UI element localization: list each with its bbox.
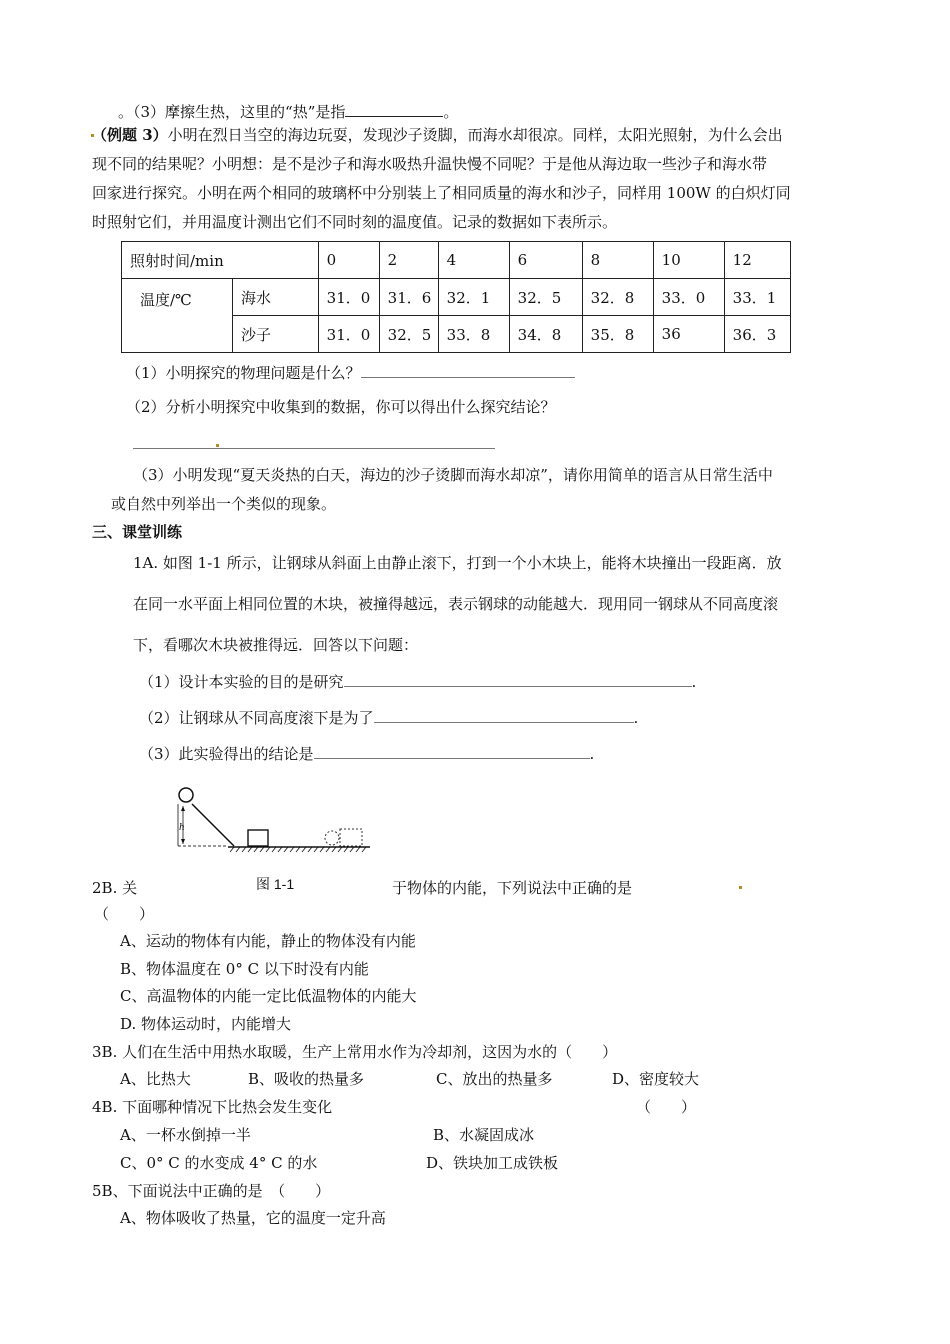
table-cell: 34．8: [509, 316, 582, 353]
table-cell: 36．3: [724, 316, 790, 353]
question-4-stem: 4B. 下面哪种情况下比热会发生变化: [92, 1098, 333, 1116]
question-4-option-d[interactable]: D、铁块加工成铁板: [426, 1154, 559, 1172]
table-cell: 32．8: [582, 279, 653, 316]
table-cell: 33．8: [438, 316, 509, 353]
period: .: [589, 745, 595, 763]
example3-text-1: 小明在烈日当空的海边玩耍，发现沙子烫脚，而海水却很凉。同样，太阳光照射，为什么会出: [167, 126, 783, 144]
marker-dot: [739, 886, 742, 889]
example3-question-3-line-2: 或自然中列举出一个类似的现象。: [111, 495, 337, 513]
table-cell: 33．0: [653, 279, 724, 316]
table-row-name: 海水: [233, 279, 319, 316]
question-2-text: 于物体的内能，下列说法中正确的是: [392, 879, 633, 897]
example3-line-4: 时照射它们，并用温度计测出它们不同时刻的温度值。记录的数据如下表所示。: [92, 213, 618, 231]
answer-blank[interactable]: [344, 670, 692, 687]
answer-blank[interactable]: [374, 706, 634, 723]
steel-ball: [179, 788, 193, 802]
figure-1-1-diagram: [170, 786, 370, 856]
table-cell: 31．0: [318, 279, 379, 316]
table-time-cell: 6: [509, 242, 582, 279]
table-time-cell: 2: [379, 242, 438, 279]
question-2-option-c[interactable]: C、高温物体的内能一定比低温物体的内能大: [120, 987, 417, 1005]
temperature-table: [121, 241, 791, 353]
table-time-cell: 0: [318, 242, 379, 279]
example3-question-1: [126, 361, 575, 383]
moved-block-outline: [325, 829, 362, 846]
table-cell: 33．1: [724, 279, 790, 316]
question-2-paren[interactable]: （ ）: [94, 905, 155, 923]
table-cell: 31．6: [379, 279, 438, 316]
example3-line-2: 现不同的结果呢？小明想：是不是沙子和海水吸热升温快慢不同呢？于是他从海边取一些沙子和海水带: [92, 155, 768, 173]
intro-text: 。（3）摩擦生热，这里的“热”是指: [118, 103, 346, 121]
example3-tag: （例题 3）: [92, 126, 168, 144]
table-row-name: 沙子: [233, 316, 319, 353]
table-time-cell: 12: [724, 242, 790, 279]
question-2-option-d[interactable]: D. 物体运动时，内能增大: [120, 1015, 292, 1033]
problem1-line-3: 下，看哪次木块被推得远．回答以下问题：: [133, 636, 419, 654]
question-text: （3）此实验得出的结论是: [139, 745, 314, 763]
answer-blank[interactable]: [361, 361, 575, 378]
table-cell: 32．5: [509, 279, 582, 316]
question-3-option-b[interactable]: B、吸收的热量多: [248, 1070, 365, 1088]
ground-surface: [228, 847, 370, 852]
answer-blank[interactable]: [345, 100, 443, 117]
question-2-option-a[interactable]: A、运动的物体有内能，静止的物体没有内能: [120, 932, 416, 950]
table-cell: 31．0: [318, 316, 379, 353]
height-marker: [179, 806, 185, 844]
table-cell: 35．8: [582, 316, 653, 353]
example3-line-1: [92, 125, 783, 145]
section-title: 三、课堂训练: [92, 523, 183, 541]
problem1-question-2: [139, 706, 638, 728]
problem1-line-1: 1A. 如图 1-1 所示，让钢球从斜面上由静止滚下，打到一个小木块上，能将木块撞出一段距离．放: [133, 554, 782, 572]
table-time-cell: 4: [438, 242, 509, 279]
ramp-incline: [178, 804, 234, 846]
table-cell: 32．5: [379, 316, 438, 353]
table-header-row: [122, 242, 791, 279]
question-text: （2）让钢球从不同高度滚下是为了: [139, 709, 374, 727]
figure-caption: 图 1-1: [256, 876, 295, 892]
question-3-stem: 3B. 人们在生活中用热水取暖，生产上常用水作为冷却剂，这因为水的（ ）: [92, 1043, 618, 1061]
question-5-stem: 5B、下面说法中正确的是 （ ）: [92, 1182, 331, 1200]
question-2-prefix: 2B. 关: [92, 879, 138, 897]
question-5-option-a[interactable]: A、物体吸收了热量，它的温度一定升高: [120, 1209, 386, 1227]
question-3-option-d[interactable]: D、密度较大: [612, 1070, 700, 1088]
table-header-label: 照射时间/min: [122, 242, 319, 279]
answer-blank[interactable]: [314, 742, 590, 759]
example3-line-3: 回家进行探究。小明在两个相同的玻璃杯中分别装上了相同质量的海水和沙子，同样用 100W 的白炽灯同: [92, 184, 791, 202]
problem1-question-3: [139, 742, 594, 764]
question-text: （1）小明探究的物理问题是什么？: [126, 364, 361, 382]
table-cell: 32．1: [438, 279, 509, 316]
answer-blank[interactable]: [133, 432, 495, 449]
problem1-line-2: 在同一水平面上相同位置的木块，被撞得越远，表示钢球的动能越大．现用同一钢球从不同高度滚: [133, 595, 779, 613]
example3-question-3-line-1: （3）小明发现“夏天炎热的白天，海边的沙子烫脚而海水却凉”，请你用简单的语言从日常生活中: [133, 466, 773, 484]
table-row: [122, 279, 791, 316]
example3-question-2: （2）分析小明探究中收集到的数据，你可以得出什么探究结论？: [126, 398, 556, 416]
table-time-cell: 10: [653, 242, 724, 279]
question-4-option-a[interactable]: A、一杯水倒掉一半: [120, 1126, 251, 1144]
problem1-question-1: [139, 670, 696, 692]
question-4-paren[interactable]: （ ）: [636, 1098, 697, 1116]
question-4-option-c[interactable]: C、0° C 的水变成 4° C 的水: [120, 1154, 318, 1172]
marker-dot: [216, 444, 219, 447]
question-3-option-c[interactable]: C、放出的热量多: [436, 1070, 553, 1088]
intro-suffix: 。: [443, 103, 459, 121]
example3-answer-line: [133, 432, 495, 454]
question-3-option-a[interactable]: A、比热大: [120, 1070, 191, 1088]
height-label: h: [179, 823, 185, 833]
question-2-option-b[interactable]: B、物体温度在 0° C 以下时没有内能: [120, 960, 369, 978]
table-time-cell: 8: [582, 242, 653, 279]
period: .: [633, 709, 639, 727]
question-4-option-b[interactable]: B、水凝固成冰: [433, 1126, 535, 1144]
intro-line: [118, 100, 458, 122]
table-temp-label: 温度/℃: [122, 279, 233, 353]
period: .: [691, 673, 697, 691]
table-cell: 36: [653, 316, 724, 353]
wood-block: [248, 830, 268, 846]
question-text: （1）设计本实验的目的是研究: [139, 673, 344, 691]
